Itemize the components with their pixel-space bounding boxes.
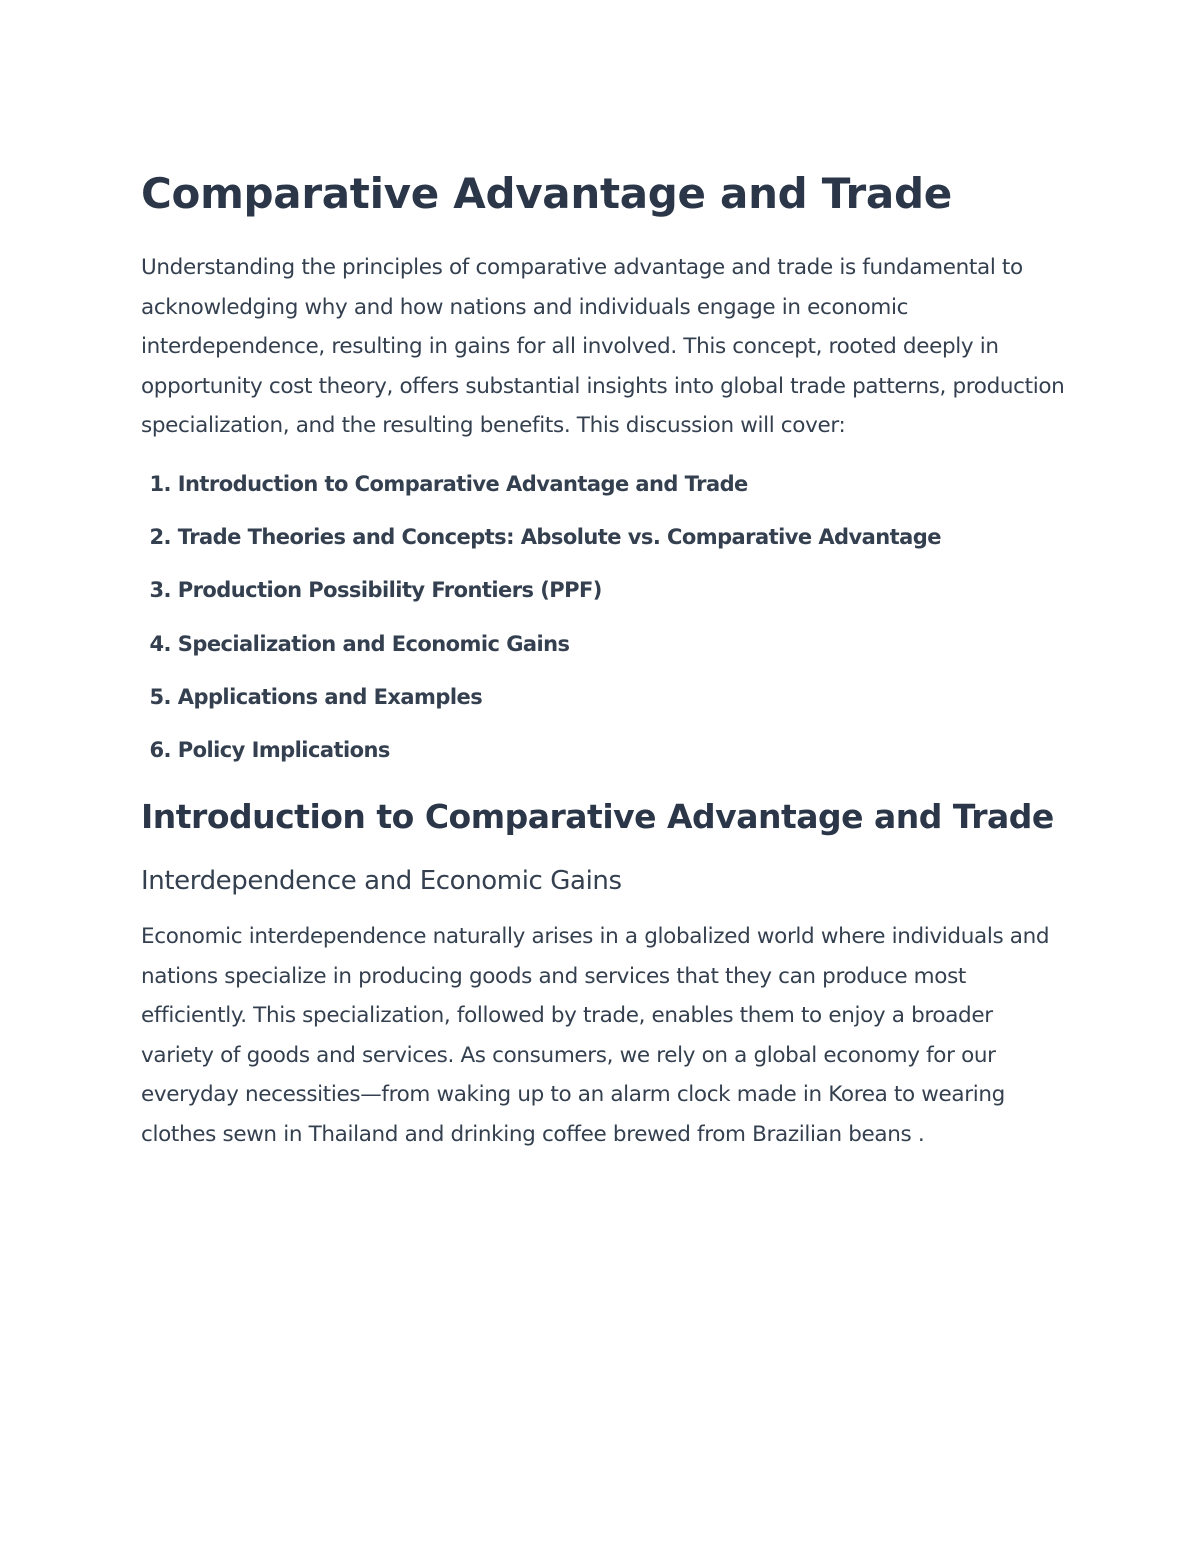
toc-item-label: Trade Theories and Concepts: Absolute vs. Comparative Advantage [177, 525, 941, 550]
section-heading: Introduction to Comparative Advantage and Trade [141, 797, 1054, 837]
toc-item [141, 724, 1071, 777]
subsection-heading: Interdependence and Economic Gains [141, 866, 622, 897]
toc-item-number: 3. [149, 578, 171, 603]
toc-item-number: 2. [149, 525, 171, 550]
toc-item-number: 1. [149, 471, 171, 496]
toc-item [141, 511, 1071, 564]
section-paragraph: Economic interdependence naturally arises in a globalized world where individuals and nations specialize in producing goods and services that they can produce most efficiently. This specialization, followed by trade, enables them to enjoy a broader variety of goods and services. As consumers, we rely on a global economy for our everyday necessities—from waking up to an alarm clock made in Korea to wearing clothes sewn in Thailand and drinking coffee brewed from Brazilian beans . [141, 924, 1050, 1148]
toc-item-label: Production Possibility Frontiers (PPF) [177, 578, 602, 603]
toc-item [141, 458, 1071, 511]
toc-item-label: Specialization and Economic Gains [177, 631, 570, 656]
toc-item-number: 5. [149, 684, 171, 709]
intro-paragraph: Understanding the principles of comparative advantage and trade is fundamental to acknowledging why and how nations and individuals engage in economic interdependence, resulting in gains for all involved. This concept, rooted deeply in opportunity cost theory, offers substantial insights into global trade patterns, production specialization, and the resulting benefits. This discussion will cover: [141, 255, 1065, 439]
toc-item-label: Policy Implications [177, 737, 390, 762]
document-content [141, 160, 1071, 1155]
toc-item [141, 618, 1071, 671]
toc-item-number: 4. [149, 631, 171, 656]
document-title: Comparative Advantage and Trade [141, 169, 952, 218]
toc-item [141, 671, 1071, 724]
toc-item-label: Applications and Examples [177, 684, 483, 709]
table-of-contents [141, 458, 1071, 777]
toc-item-label: Introduction to Comparative Advantage and Trade [177, 471, 748, 496]
toc-item [141, 564, 1071, 617]
toc-item-number: 6. [149, 737, 171, 762]
